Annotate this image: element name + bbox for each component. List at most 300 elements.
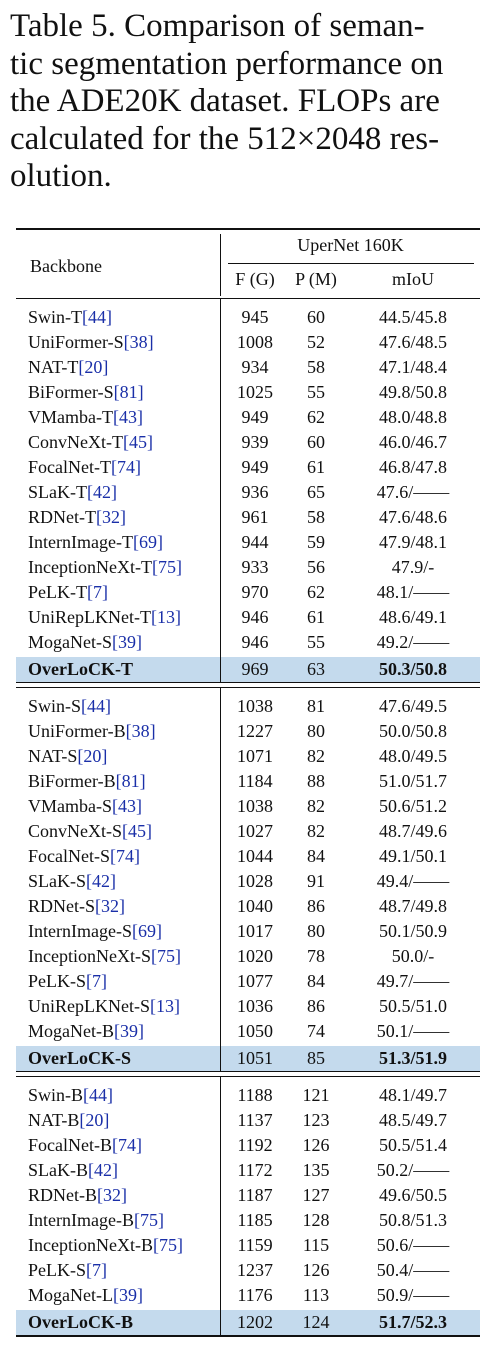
model-name: InternImage-B xyxy=(28,1210,134,1230)
flops-cell: 1192 xyxy=(237,1135,273,1155)
highlight-row xyxy=(16,1310,480,1335)
params-cell: 124 xyxy=(302,1312,330,1332)
params-cell: 55 xyxy=(307,632,325,652)
flops-cell: 1008 xyxy=(237,332,273,352)
model-name: OverLoCK-B xyxy=(28,1312,133,1332)
column-divider xyxy=(220,1083,221,1108)
miou-cell: 50.2/—— xyxy=(376,1160,450,1180)
backbone-name xyxy=(28,605,181,630)
citation-link[interactable]: [39] xyxy=(112,1285,143,1305)
model-name: OverLoCK-S xyxy=(28,1048,131,1068)
backbone-name xyxy=(28,430,153,455)
miou-cell: 50.6/—— xyxy=(376,1235,450,1255)
citation-link[interactable]: [39] xyxy=(113,1021,144,1041)
miou-cell: 49.4/—— xyxy=(376,871,450,891)
flops-cell: 1159 xyxy=(237,1235,273,1255)
caption-line: olution. xyxy=(10,158,112,194)
citation-link[interactable]: [32] xyxy=(97,1185,127,1205)
miou-cell: 47.9/48.1 xyxy=(378,532,447,552)
flops-cell: 1028 xyxy=(237,871,273,891)
model-name: PeLK-S xyxy=(28,1260,86,1280)
params-cell: 115 xyxy=(302,1235,330,1255)
miou-cell: 48.7/49.6 xyxy=(378,821,447,841)
params-cell: 127 xyxy=(302,1185,330,1205)
table-row xyxy=(16,1258,480,1283)
model-name: Swin-S xyxy=(28,696,82,716)
params-cell: 78 xyxy=(307,946,325,966)
params-cell: 55 xyxy=(307,382,325,402)
miou-cell: 49.8/50.8 xyxy=(378,382,447,402)
column-divider xyxy=(220,605,221,630)
flops-cell: 1050 xyxy=(237,1021,273,1041)
table-row xyxy=(16,969,480,994)
table-row xyxy=(16,794,480,819)
column-divider xyxy=(220,1310,221,1335)
flops-cell: 961 xyxy=(241,507,269,527)
params-cell: 62 xyxy=(307,582,325,602)
model-name: PeLK-T xyxy=(28,582,87,602)
params-cell: 84 xyxy=(307,846,325,866)
params-cell: 65 xyxy=(307,482,325,502)
model-name: ConvNeXt-S xyxy=(28,821,122,841)
citation-link[interactable]: [32] xyxy=(95,896,125,916)
citation-link[interactable]: [75] xyxy=(151,557,182,577)
citation-link[interactable]: [75] xyxy=(133,1210,164,1230)
miou-cell: 49.6/50.5 xyxy=(378,1185,447,1205)
model-name: BiFormer-B xyxy=(28,771,116,791)
table-row xyxy=(16,694,480,719)
flops-cell: 1020 xyxy=(237,946,273,966)
backbone-name xyxy=(28,794,142,819)
column-divider xyxy=(220,555,221,580)
params-cell: 80 xyxy=(307,721,325,741)
params-cell: 128 xyxy=(302,1210,330,1230)
table-row xyxy=(16,1019,480,1044)
table-row xyxy=(16,1283,480,1308)
backbone-name xyxy=(28,769,146,794)
column-divider xyxy=(220,355,221,380)
column-divider xyxy=(220,769,221,794)
table-row xyxy=(16,455,480,480)
citation-link[interactable]: [32] xyxy=(95,507,126,527)
table-row xyxy=(16,505,480,530)
miou-cell: 48.7/49.8 xyxy=(378,896,447,916)
backbone-name xyxy=(28,455,141,480)
citation-link[interactable]: [44] xyxy=(82,307,112,327)
flops-cell: 1025 xyxy=(237,382,273,402)
table-row xyxy=(16,1183,480,1208)
backbone-name xyxy=(28,1158,118,1183)
miou-cell: 50.4/—— xyxy=(376,1260,450,1280)
miou-cell: 49.2/—— xyxy=(376,632,450,652)
miou-cell: 44.5/45.8 xyxy=(378,307,447,327)
model-name: NAT-S xyxy=(28,746,78,766)
table-row xyxy=(16,1158,480,1183)
backbone-name xyxy=(28,657,133,682)
column-divider xyxy=(220,580,221,605)
model-name: VMamba-T xyxy=(28,407,113,427)
citation-link[interactable]: [13] xyxy=(149,996,180,1016)
results-table xyxy=(16,228,480,1337)
backbone-name xyxy=(28,894,125,919)
params-cell: 126 xyxy=(302,1260,330,1280)
table-row xyxy=(16,555,480,580)
flops-cell: 1137 xyxy=(237,1110,273,1130)
table-row xyxy=(16,769,480,794)
column-divider xyxy=(220,305,221,330)
backbone-name xyxy=(28,994,180,1019)
params-cell: 91 xyxy=(307,871,325,891)
column-divider xyxy=(220,1158,221,1183)
backbone-name xyxy=(28,944,181,969)
table-row xyxy=(16,819,480,844)
model-name: RDNet-B xyxy=(28,1185,97,1205)
group-header: UperNet 160K xyxy=(297,235,404,255)
backbone-name xyxy=(28,1310,133,1335)
params-cell: 61 xyxy=(307,457,325,477)
citation-link[interactable]: [81] xyxy=(113,382,144,402)
flops-cell: 1027 xyxy=(237,821,273,841)
flops-cell: 946 xyxy=(241,607,269,627)
table-row xyxy=(16,580,480,605)
model-name: InceptionNeXt-B xyxy=(28,1235,153,1255)
citation-link[interactable]: [20] xyxy=(79,1110,110,1130)
table-row xyxy=(16,330,480,355)
citation-link[interactable]: [45] xyxy=(122,821,152,841)
params-cell: 86 xyxy=(307,896,325,916)
model-name: NAT-T xyxy=(28,357,79,377)
model-name: NAT-B xyxy=(28,1110,80,1130)
miou-cell: 47.6/48.5 xyxy=(378,332,447,352)
backbone-name xyxy=(28,505,126,530)
caption-line: calculated for the 512×2048 res- xyxy=(10,120,440,157)
miou-cell: 50.5/51.0 xyxy=(378,996,447,1016)
model-name: FocalNet-S xyxy=(28,846,110,866)
table-row xyxy=(16,1108,480,1133)
table-header xyxy=(16,230,480,298)
highlight-row xyxy=(16,657,480,682)
column-divider xyxy=(220,744,221,769)
flops-cell: 944 xyxy=(241,532,269,552)
flops-cell: 936 xyxy=(241,482,269,502)
column-divider xyxy=(220,630,221,655)
column-divider xyxy=(220,869,221,894)
backbone-name xyxy=(28,480,117,505)
flops-cell: 939 xyxy=(241,432,269,452)
table-row xyxy=(16,994,480,1019)
params-cell: 126 xyxy=(302,1135,330,1155)
backbone-name xyxy=(28,919,162,944)
column-divider xyxy=(220,657,221,682)
citation-link[interactable]: [81] xyxy=(115,771,146,791)
miou-cell: 48.1/—— xyxy=(376,582,450,602)
model-name: VMamba-S xyxy=(28,796,112,816)
params-cell: 84 xyxy=(307,971,325,991)
flops-cell: 1017 xyxy=(237,921,273,941)
miou-cell: 50.6/51.2 xyxy=(378,796,447,816)
model-name: PeLK-S xyxy=(28,971,86,991)
params-cell: 86 xyxy=(307,996,325,1016)
backbone-name xyxy=(28,1046,131,1071)
params-cell: 56 xyxy=(307,557,325,577)
column-divider xyxy=(220,819,221,844)
miou-cell: 47.6/48.6 xyxy=(378,507,447,527)
column-divider xyxy=(220,694,221,719)
table-row xyxy=(16,480,480,505)
flops-cell: 1184 xyxy=(237,771,273,791)
flops-cell: 969 xyxy=(241,659,269,679)
backbone-name xyxy=(28,1108,109,1133)
flops-cell: 1202 xyxy=(237,1312,273,1332)
flops-header: F (G) xyxy=(235,269,275,289)
column-divider xyxy=(220,919,221,944)
flops-cell: 1036 xyxy=(237,996,273,1016)
params-cell: 135 xyxy=(302,1160,330,1180)
table-caption xyxy=(10,8,482,196)
backbone-name xyxy=(28,1283,143,1308)
miou-cell: 51.0/51.7 xyxy=(378,771,447,791)
backbone-name xyxy=(28,630,142,655)
params-cell: 82 xyxy=(307,821,325,841)
citation-link[interactable]: [75] xyxy=(150,946,181,966)
params-cell: 123 xyxy=(302,1110,330,1130)
column-divider xyxy=(220,1258,221,1283)
model-name: FocalNet-T xyxy=(28,457,111,477)
column-divider xyxy=(220,405,221,430)
backbone-name xyxy=(28,1133,142,1158)
table-row xyxy=(16,305,480,330)
column-divider xyxy=(220,480,221,505)
params-cell: 81 xyxy=(307,696,325,716)
backbone-name xyxy=(28,1183,127,1208)
column-divider xyxy=(220,430,221,455)
miou-cell: 50.3/50.8 xyxy=(378,659,447,679)
miou-cell: 51.3/51.9 xyxy=(378,1048,447,1068)
model-name: UniFormer-S xyxy=(28,332,124,352)
backbone-name xyxy=(28,305,112,330)
backbone-name xyxy=(28,555,182,580)
citation-link[interactable]: [44] xyxy=(81,696,112,716)
miou-cell: 50.9/—— xyxy=(376,1285,450,1305)
flops-cell: 1077 xyxy=(237,971,273,991)
column-divider xyxy=(220,994,221,1019)
citation-link[interactable]: [42] xyxy=(86,871,116,891)
citation-link[interactable]: [42] xyxy=(88,1160,118,1180)
column-divider xyxy=(220,1208,221,1233)
backbone-name xyxy=(28,1083,113,1108)
flops-cell: 970 xyxy=(241,582,269,602)
params-header: P (M) xyxy=(295,269,337,289)
citation-link[interactable]: [7] xyxy=(86,582,108,602)
model-name: UniFormer-B xyxy=(28,721,126,741)
model-name: SLaK-T xyxy=(28,482,87,502)
table-row xyxy=(16,744,480,769)
table-row xyxy=(16,1233,480,1258)
flops-cell: 1227 xyxy=(237,721,273,741)
backbone-name xyxy=(28,405,143,430)
caption-line: the ADE20K dataset. FLOPs are xyxy=(10,83,440,119)
model-name: MogaNet-B xyxy=(28,1021,114,1041)
backbone-name xyxy=(28,1019,144,1044)
column-divider xyxy=(220,944,221,969)
caption-line: Table 5. Comparison of seman- xyxy=(10,8,425,44)
table-row xyxy=(16,430,480,455)
citation-link[interactable]: [43] xyxy=(112,796,142,816)
miou-cell: 51.7/52.3 xyxy=(378,1312,447,1332)
miou-cell: 46.0/46.7 xyxy=(378,432,447,452)
table-row xyxy=(16,605,480,630)
model-name: RDNet-T xyxy=(28,507,96,527)
column-divider xyxy=(220,844,221,869)
table-row xyxy=(16,405,480,430)
model-name: Swin-B xyxy=(28,1085,84,1105)
flops-cell: 1038 xyxy=(237,796,273,816)
citation-link[interactable]: [74] xyxy=(109,846,140,866)
model-name: FocalNet-B xyxy=(28,1135,112,1155)
miou-cell: 50.1/50.9 xyxy=(378,921,447,941)
model-name: UniRepLKNet-T xyxy=(28,607,151,627)
citation-link[interactable]: [7] xyxy=(86,1260,107,1280)
column-divider xyxy=(220,1233,221,1258)
citation-link[interactable]: [20] xyxy=(77,746,108,766)
column-divider xyxy=(220,719,221,744)
column-divider xyxy=(220,1283,221,1308)
params-cell: 113 xyxy=(302,1285,330,1305)
backbone-name xyxy=(28,969,107,994)
backbone-name xyxy=(28,1258,107,1283)
table-row xyxy=(16,355,480,380)
flops-cell: 945 xyxy=(241,307,269,327)
flops-cell: 1187 xyxy=(237,1185,273,1205)
flops-cell: 1185 xyxy=(237,1210,273,1230)
flops-cell: 949 xyxy=(241,457,269,477)
column-divider xyxy=(220,969,221,994)
backbone-name xyxy=(28,694,111,719)
backbone-name xyxy=(28,1233,183,1258)
column-divider xyxy=(220,1108,221,1133)
column-divider xyxy=(220,1046,221,1071)
table-row xyxy=(16,1133,480,1158)
highlight-row xyxy=(16,1046,480,1071)
miou-cell: 50.5/51.4 xyxy=(378,1135,447,1155)
miou-cell: 47.6/—— xyxy=(376,482,450,502)
table-row xyxy=(16,869,480,894)
citation-link[interactable]: [42] xyxy=(86,482,117,502)
model-name: OverLoCK-T xyxy=(28,659,133,679)
model-name: InternImage-T xyxy=(28,532,133,552)
flops-cell: 1044 xyxy=(237,846,273,866)
miou-cell: 49.1/50.1 xyxy=(378,846,447,866)
params-cell: 80 xyxy=(307,921,325,941)
citation-link[interactable]: [74] xyxy=(110,457,141,477)
citation-link[interactable]: [38] xyxy=(123,332,154,352)
citation-link[interactable]: [20] xyxy=(78,357,109,377)
params-cell: 62 xyxy=(307,407,325,427)
params-cell: 61 xyxy=(307,607,325,627)
model-name: MogaNet-S xyxy=(28,632,112,652)
column-divider xyxy=(220,505,221,530)
params-cell: 82 xyxy=(307,796,325,816)
table-row xyxy=(16,719,480,744)
flops-cell: 1176 xyxy=(237,1285,273,1305)
backbone-name xyxy=(28,719,156,744)
miou-cell: 48.0/49.5 xyxy=(378,746,447,766)
model-name: RDNet-S xyxy=(28,896,95,916)
flops-cell: 1188 xyxy=(237,1085,273,1105)
citation-link[interactable]: [38] xyxy=(125,721,156,741)
citation-link[interactable]: [13] xyxy=(150,607,181,627)
table-body xyxy=(16,299,480,1337)
model-name: InceptionNeXt-T xyxy=(28,557,152,577)
model-name: UniRepLKNet-S xyxy=(28,996,150,1016)
column-divider xyxy=(220,1133,221,1158)
flops-cell: 1040 xyxy=(237,896,273,916)
table-row xyxy=(16,1083,480,1108)
miou-cell: 50.0/- xyxy=(391,946,435,966)
citation-link[interactable]: [43] xyxy=(112,407,143,427)
backbone-name xyxy=(28,330,154,355)
column-divider xyxy=(220,380,221,405)
citation-link[interactable]: [39] xyxy=(112,632,142,652)
column-divider xyxy=(220,455,221,480)
params-cell: 88 xyxy=(307,771,325,791)
flops-cell: 1172 xyxy=(237,1160,273,1180)
citation-link[interactable]: [74] xyxy=(111,1135,142,1155)
backbone-header: Backbone xyxy=(30,256,102,276)
miou-cell: 50.0/50.8 xyxy=(378,721,447,741)
params-cell: 52 xyxy=(307,332,325,352)
citation-link[interactable]: [44] xyxy=(83,1085,114,1105)
group-underline xyxy=(228,263,474,264)
backbone-name xyxy=(28,530,163,555)
table-row xyxy=(16,844,480,869)
miou-cell: 50.1/—— xyxy=(376,1021,450,1041)
params-cell: 121 xyxy=(302,1085,330,1105)
miou-cell: 50.8/51.3 xyxy=(378,1210,447,1230)
table-row xyxy=(16,630,480,655)
model-name: BiFormer-S xyxy=(28,382,114,402)
column-divider xyxy=(220,794,221,819)
citation-link[interactable]: [45] xyxy=(122,432,153,452)
model-name: InternImage-S xyxy=(28,921,132,941)
flops-cell: 949 xyxy=(241,407,269,427)
params-cell: 58 xyxy=(307,507,325,527)
flops-cell: 946 xyxy=(241,632,269,652)
table-row xyxy=(16,944,480,969)
backbone-name xyxy=(28,744,107,769)
citation-link[interactable]: [69] xyxy=(131,921,162,941)
miou-cell: 49.7/—— xyxy=(376,971,450,991)
backbone-name xyxy=(28,355,108,380)
column-divider xyxy=(220,1019,221,1044)
table-row xyxy=(16,530,480,555)
citation-link[interactable]: [69] xyxy=(132,532,163,552)
params-cell: 60 xyxy=(307,432,325,452)
miou-cell: 48.0/48.8 xyxy=(378,407,447,427)
model-name: MogaNet-L xyxy=(28,1285,113,1305)
citation-link[interactable]: [7] xyxy=(86,971,107,991)
table-row xyxy=(16,380,480,405)
backbone-name xyxy=(28,819,152,844)
params-cell: 82 xyxy=(307,746,325,766)
params-cell: 59 xyxy=(307,532,325,552)
column-divider xyxy=(220,330,221,355)
model-name: InceptionNeXt-S xyxy=(28,946,151,966)
model-name: Swin-T xyxy=(28,307,82,327)
params-cell: 60 xyxy=(307,307,325,327)
citation-link[interactable]: [75] xyxy=(152,1235,183,1255)
flops-cell: 1071 xyxy=(237,746,273,766)
